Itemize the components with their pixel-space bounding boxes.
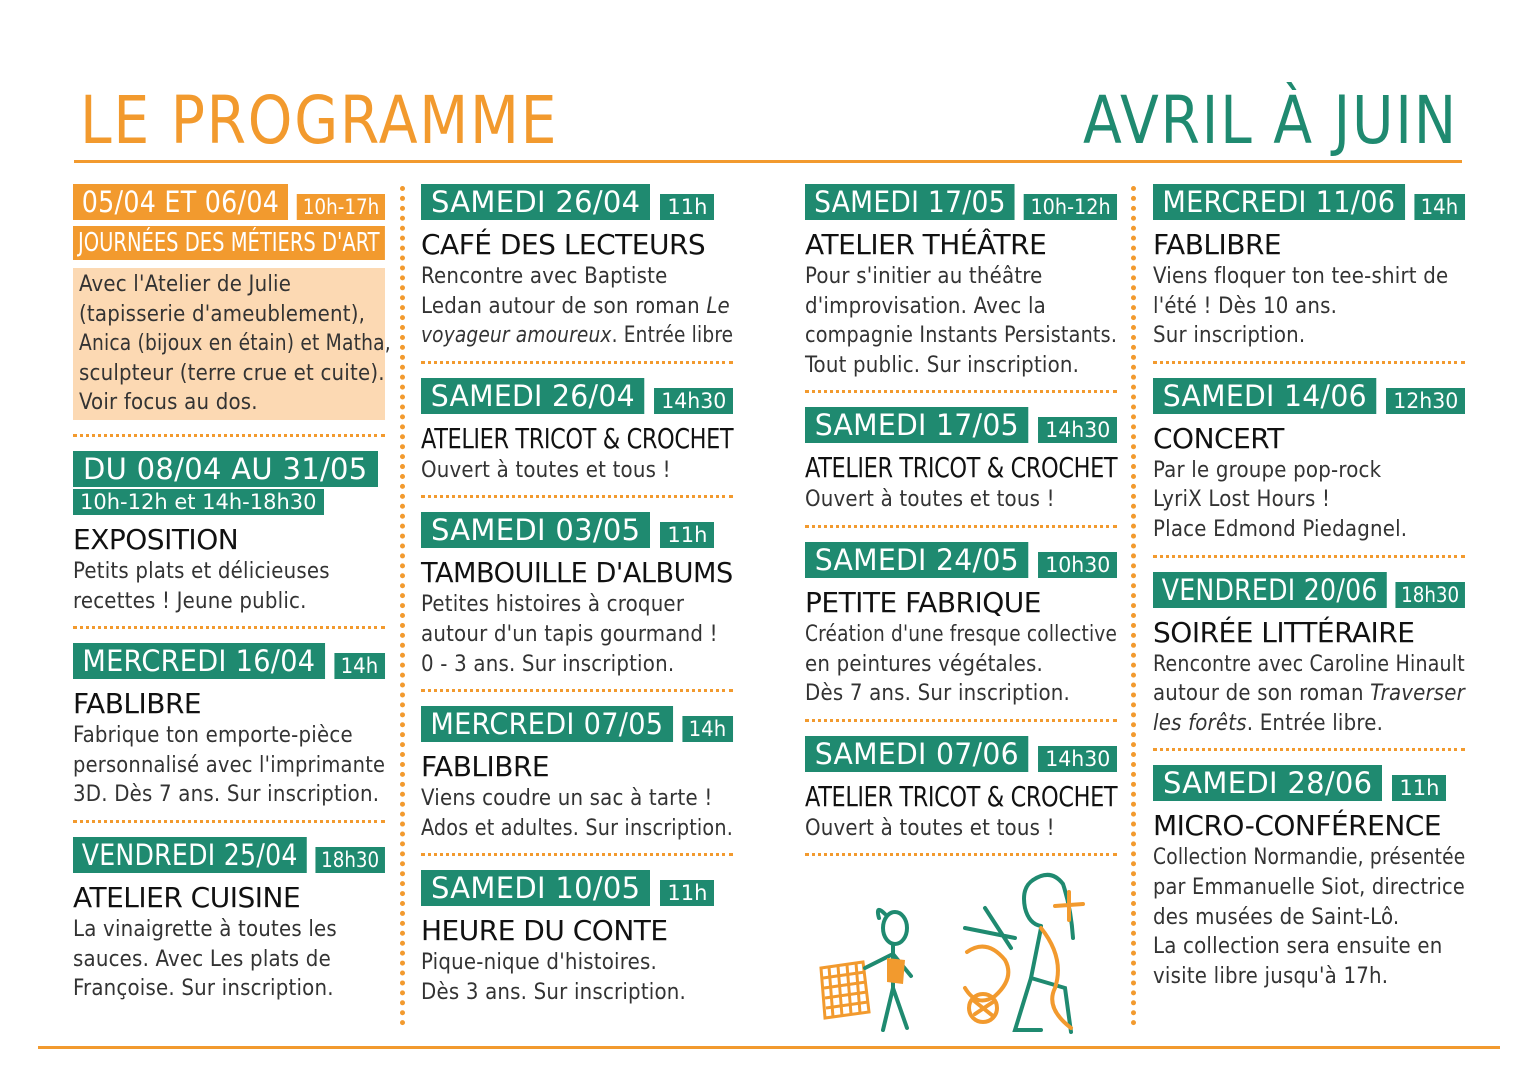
desc-line: Pour s'initier au théâtre bbox=[805, 264, 1043, 289]
desc-line: personnalisé avec l'imprimante bbox=[73, 752, 386, 778]
desc-line: autour de son roman Traverser bbox=[1153, 681, 1465, 707]
desc-line: Avec l'Atelier de Julie bbox=[79, 272, 292, 297]
desc-line: sculpteur (terre crue et cuite). bbox=[79, 360, 385, 386]
event-soiree-litteraire bbox=[1153, 572, 1465, 752]
desc-line: Fabrique ton emporte-pièce bbox=[73, 723, 353, 749]
desc-line: des musées de Saint-Lô. bbox=[1153, 904, 1400, 930]
event-description bbox=[73, 268, 391, 420]
event-date: SAMEDI 03/05 bbox=[421, 512, 650, 548]
event-title: ATELIER CUISINE bbox=[73, 880, 301, 914]
event-exposition bbox=[73, 451, 385, 629]
event-time: 11h bbox=[660, 880, 714, 906]
desc-line: Ouvert à toutes et tous ! bbox=[805, 487, 1055, 513]
desc-line: Ouvert à toutes et tous ! bbox=[421, 457, 671, 483]
column-2 bbox=[421, 184, 733, 1008]
knitting-people-illustration bbox=[815, 868, 1095, 1038]
event-title: SOIRÉE LITTÉRAIRE bbox=[1153, 615, 1415, 649]
event-time: 14h bbox=[1414, 194, 1465, 220]
event-divider bbox=[421, 495, 733, 498]
desc-line: Anica (bijoux en étain) et Matha, bbox=[79, 331, 391, 357]
desc-line: par Emmanuelle Siot, directrice bbox=[1153, 874, 1465, 900]
page-title: LE PROGRAMME bbox=[80, 82, 559, 159]
desc-line: Rencontre avec Caroline Hinault bbox=[1153, 651, 1465, 677]
event-date: MERCREDI 16/04 bbox=[73, 643, 325, 679]
event-atelier-theatre bbox=[805, 184, 1117, 393]
event-title: CONCERT bbox=[1153, 421, 1284, 455]
desc-line: visite libre jusqu'à 17h. bbox=[1153, 963, 1389, 989]
event-title: PETITE FABRIQUE bbox=[805, 585, 1041, 619]
event-time: 10h-17h bbox=[297, 194, 386, 220]
event-date: SAMEDI 17/05 bbox=[805, 184, 1015, 220]
desc-line: 3D. Dès 7 ans. Sur inscription. bbox=[73, 782, 380, 808]
period-title: AVRIL À JUIN bbox=[1083, 82, 1458, 159]
event-time: 11h bbox=[660, 522, 714, 548]
bottom-divider bbox=[38, 1046, 1500, 1049]
event-time: 18h30 bbox=[315, 847, 385, 873]
desc-line: Dès 7 ans. Sur inscription. bbox=[805, 681, 1071, 707]
yarn-icon bbox=[965, 892, 1083, 1028]
child-shirt-icon bbox=[887, 958, 905, 984]
basket-icon bbox=[821, 962, 869, 1018]
event-title: ATELIER TRICOT & CROCHET bbox=[805, 451, 1118, 485]
event-time: 14h30 bbox=[654, 388, 733, 414]
event-title: TAMBOUILLE D'ALBUMS bbox=[421, 556, 733, 590]
event-micro-conference bbox=[1153, 765, 1465, 991]
event-tricot-1705 bbox=[805, 407, 1117, 528]
event-date: DU 08/04 AU 31/05 bbox=[73, 451, 378, 487]
event-divider bbox=[805, 525, 1117, 528]
event-title: ATELIER THÉÂTRE bbox=[805, 228, 1047, 261]
event-metiers-art bbox=[73, 184, 391, 437]
event-divider bbox=[421, 361, 733, 364]
event-divider bbox=[421, 689, 733, 692]
desc-line: d'improvisation. Avec la bbox=[805, 293, 1046, 319]
event-title: MICRO-CONFÉRENCE bbox=[1153, 809, 1442, 843]
event-date: VENDREDI 20/06 bbox=[1153, 572, 1386, 608]
event-time: 11h bbox=[1392, 775, 1446, 801]
event-time: 12h30 bbox=[1386, 388, 1465, 414]
event-time: 18h30 bbox=[1395, 582, 1465, 608]
event-date: SAMEDI 14/06 bbox=[1153, 378, 1377, 414]
event-title: EXPOSITION bbox=[73, 522, 239, 556]
desc-line: Ados et adultes. Sur inscription. bbox=[421, 815, 734, 841]
event-atelier-cuisine bbox=[73, 837, 385, 1004]
desc-line: Petits plats et délicieuses bbox=[73, 558, 330, 584]
event-tricot-0706 bbox=[805, 736, 1117, 857]
event-title: FABLIBRE bbox=[1153, 228, 1282, 261]
desc-line: Viens coudre un sac à tarte ! bbox=[421, 786, 713, 812]
event-date: SAMEDI 24/05 bbox=[805, 542, 1029, 578]
event-divider bbox=[805, 719, 1117, 722]
event-title: ATELIER TRICOT & CROCHET bbox=[805, 779, 1118, 813]
desc-line: voyageur amoureux. Entrée libre bbox=[421, 323, 734, 349]
event-divider bbox=[805, 390, 1117, 393]
desc-line: en peintures végétales. bbox=[805, 651, 1043, 677]
desc-line: Pique-nique d'histoires. bbox=[421, 950, 657, 976]
event-time: 14h30 bbox=[1038, 746, 1117, 772]
desc-line: Place Edmond Piedagnel. bbox=[1153, 516, 1408, 542]
top-divider bbox=[74, 160, 1462, 163]
event-date: SAMEDI 26/04 bbox=[421, 378, 645, 414]
event-divider bbox=[73, 820, 385, 823]
event-time: 14h30 bbox=[1038, 417, 1117, 443]
desc-line: Petites histoires à croquer bbox=[421, 592, 685, 618]
column-separator bbox=[400, 186, 405, 1026]
event-divider bbox=[1153, 555, 1465, 558]
desc-line: Françoise. Sur inscription. bbox=[73, 976, 334, 1002]
event-divider bbox=[73, 434, 385, 437]
event-cafe-lecteurs bbox=[421, 184, 733, 364]
event-title: HEURE DU CONTE bbox=[421, 914, 668, 948]
event-heure-conte bbox=[421, 870, 733, 1007]
event-title: ATELIER TRICOT & CROCHET bbox=[421, 421, 734, 455]
desc-line: Viens floquer ton tee-shirt de bbox=[1153, 264, 1449, 289]
event-date: SAMEDI 07/06 bbox=[805, 736, 1029, 772]
event-fablibre-0705 bbox=[421, 706, 733, 856]
event-date: SAMEDI 26/04 bbox=[421, 184, 650, 220]
event-date: VENDREDI 25/04 bbox=[73, 837, 306, 873]
desc-line: Ouvert à toutes et tous ! bbox=[805, 815, 1055, 841]
event-title: CAFÉ DES LECTEURS bbox=[421, 228, 706, 261]
desc-line: sauces. Avec Les plats de bbox=[73, 946, 331, 972]
event-time: 10h-12h et 14h-18h30 bbox=[73, 489, 324, 515]
event-date: MERCREDI 11/06 bbox=[1153, 184, 1405, 220]
column-4 bbox=[1153, 184, 1465, 991]
event-date: MERCREDI 07/05 bbox=[421, 706, 673, 742]
event-tambouille bbox=[421, 512, 733, 692]
desc-line: (tapisserie d'ameublement), bbox=[79, 301, 366, 327]
desc-line: Création d'une fresque collective bbox=[805, 621, 1118, 647]
event-divider bbox=[1153, 748, 1465, 751]
event-time: 10h30 bbox=[1038, 552, 1117, 578]
event-tricot-2604 bbox=[421, 378, 733, 499]
event-title: FABLIBRE bbox=[73, 687, 202, 721]
event-date: SAMEDI 17/05 bbox=[805, 407, 1029, 443]
column-3 bbox=[805, 184, 1117, 856]
desc-line: La collection sera ensuite en bbox=[1153, 934, 1443, 960]
event-date: SAMEDI 28/06 bbox=[1153, 765, 1382, 801]
desc-line: LyriX Lost Hours ! bbox=[1153, 487, 1331, 513]
desc-line: Dès 3 ans. Sur inscription. bbox=[421, 979, 687, 1005]
event-petite-fabrique bbox=[805, 542, 1117, 722]
event-title: FABLIBRE bbox=[421, 750, 550, 784]
event-time: 10h-12h bbox=[1024, 194, 1117, 220]
event-time: 14h bbox=[682, 716, 733, 742]
event-date: 05/04 ET 06/04 bbox=[73, 184, 288, 220]
desc-line: Voir focus au dos. bbox=[79, 390, 258, 416]
event-banner-title: JOURNÉES DES MÉTIERS D'ART bbox=[73, 226, 385, 260]
desc-line: Par le groupe pop-rock bbox=[1153, 457, 1382, 483]
event-fablibre-1604 bbox=[73, 643, 385, 823]
desc-line: Tout public. Sur inscription. bbox=[805, 352, 1080, 378]
event-time: 14h bbox=[334, 653, 385, 679]
desc-line: autour d'un tapis gourmand ! bbox=[421, 621, 718, 647]
column-1 bbox=[73, 184, 391, 1004]
desc-line: les forêts. Entrée libre. bbox=[1153, 710, 1384, 736]
desc-line: Ledan autour de son roman Le bbox=[421, 293, 730, 319]
event-divider bbox=[805, 853, 1117, 856]
desc-line: recettes ! Jeune public. bbox=[73, 588, 307, 614]
desc-line: Sur inscription. bbox=[1153, 323, 1306, 349]
event-fablibre-1106 bbox=[1153, 184, 1465, 364]
desc-line: 0 - 3 ans. Sur inscription. bbox=[421, 651, 675, 677]
desc-line: Collection Normandie, présentée bbox=[1153, 845, 1466, 871]
event-date: SAMEDI 10/05 bbox=[421, 870, 650, 906]
desc-line: La vinaigrette à toutes les bbox=[73, 916, 337, 942]
event-concert bbox=[1153, 378, 1465, 558]
column-separator bbox=[1131, 186, 1136, 1026]
event-divider bbox=[73, 626, 385, 629]
desc-line: Rencontre avec Baptiste bbox=[421, 264, 668, 289]
desc-line: compagnie Instants Persistants. bbox=[805, 323, 1118, 349]
event-time: 11h bbox=[660, 194, 714, 220]
event-divider bbox=[421, 853, 733, 856]
desc-line: l'été ! Dès 10 ans. bbox=[1153, 293, 1338, 319]
event-divider bbox=[1153, 361, 1465, 364]
